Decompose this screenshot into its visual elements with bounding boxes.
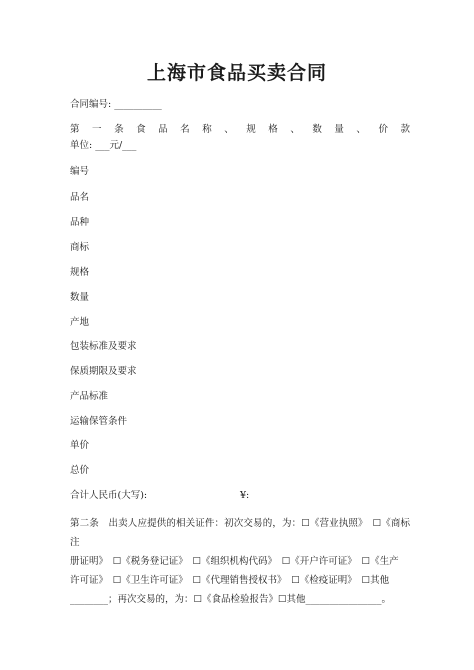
total-rmb-line <box>70 490 270 502</box>
article-one-char: 食 <box>136 124 146 135</box>
unit-line: 单位: ___元/___ <box>70 140 137 151</box>
article-one-char: 款 <box>400 124 410 135</box>
article-one-char: 格 <box>268 124 278 135</box>
article-one-char: 第 <box>70 124 80 135</box>
field-label: 品种 <box>70 217 90 228</box>
field-label: 产品标准 <box>70 391 109 402</box>
article-one-char: 数 <box>312 124 322 135</box>
field-label: 规格 <box>70 267 90 278</box>
article-one-char: 、 <box>290 124 300 135</box>
article-one-char: 品 <box>158 124 168 135</box>
field-label: 商标 <box>70 242 90 253</box>
article-one-char: 、 <box>224 124 234 135</box>
contract-number: 合同编号: __________ <box>70 99 162 110</box>
field-label: 保质期限及要求 <box>70 366 137 377</box>
document-title: 上海市食品买卖合同 <box>146 62 327 84</box>
article-two-line: 第二条 出卖人应提供的相关证件：初次交易的，为：☐《营业执照》 ☐《商标注 <box>70 518 410 548</box>
article-one-char: 、 <box>356 124 366 135</box>
article-two-line: ________；再次交易的，为：☐《食品检验报告》☐其他________________。 <box>70 594 392 605</box>
article-one-char: 条 <box>114 124 124 135</box>
field-label: 编号 <box>70 166 90 177</box>
article-one-char: 一 <box>92 124 102 135</box>
article-two <box>70 514 410 609</box>
article-one-char: 称 <box>202 124 212 135</box>
article-one-heading <box>70 124 410 136</box>
article-one-char: 名 <box>180 124 190 135</box>
total-rmb-label: 合计人民币(大写): <box>70 490 148 501</box>
rmb-symbol: ¥: <box>240 490 250 501</box>
field-label: 总价 <box>70 465 90 476</box>
article-one-char: 规 <box>246 124 256 135</box>
article-two-line: 许可证》 ☐《卫生许可证》 ☐《代理销售授权书》 ☐《检疫证明》 ☐其他 <box>70 575 390 586</box>
article-two-line: 册证明》 ☐《税务登记证》 ☐《组织机构代码》 ☐《开户许可证》 ☐《生产 <box>70 556 399 567</box>
field-label: 单价 <box>70 440 90 451</box>
field-label: 数量 <box>70 292 90 303</box>
field-label: 包装标准及要求 <box>70 341 137 352</box>
article-one-char: 量 <box>334 124 344 135</box>
article-one-char: 价 <box>378 124 388 135</box>
field-label: 品名 <box>70 192 90 203</box>
field-label: 运输保管条件 <box>70 416 128 427</box>
field-label: 产地 <box>70 317 90 328</box>
